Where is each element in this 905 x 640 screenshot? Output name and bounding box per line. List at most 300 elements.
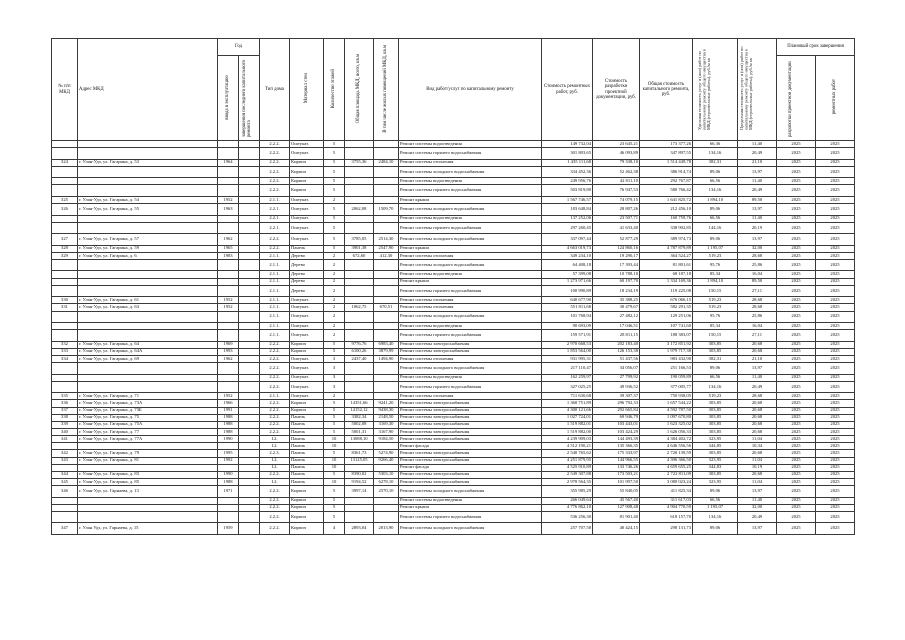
cell-floors: 5 [324,159,345,166]
cell-unit-cost: 134,16 [693,148,738,160]
cell-unit-cost: 89,06 [693,234,738,246]
cell-year-built [218,464,239,471]
cell-limit-cost: 20,49 [738,381,777,393]
cell-limit-cost: 25,86 [738,259,777,271]
cell-row-number: 346 [52,486,78,498]
cell-address: г. Улан-Удэ, ул. Гагарина, д. 77 [78,428,218,435]
cell-row-number: 333 [52,348,78,355]
cell-house-type: 2.2.2. [260,355,290,362]
cell-row-number: 344 [52,471,78,478]
cell-year-overhaul [239,259,260,271]
cell-row-number [52,166,78,178]
cell-plan-design: 2025 [777,523,816,535]
cell-total-cost: 1 623 325,02 [640,421,693,428]
cell-house-type: 2.1.1. [260,259,290,271]
cell-repair-cost: 57 399,08 [542,271,593,278]
cell-limit-cost: 20,49 [738,185,777,197]
cell-unit-cost: 66,56 [693,178,738,185]
cell-repair-cost: 4 251 879,95 [542,457,593,464]
cell-total-area: 8390,02 [345,471,374,478]
cell-plan-design: 2025 [777,222,816,234]
table-row [52,374,855,381]
header-total-cost: Общая стоимость капитального ремонта, руб. [640,39,693,141]
cell-year-built [218,443,239,450]
cell-work-type: Ремонт системы электроснабжения [399,414,542,421]
cell-total-cost: 2 720 139,59 [640,450,693,457]
cell-year-built: 1952 [218,304,239,311]
cell-unit-cost: 95,76 [693,259,738,271]
cell-design-cost: 60 197,70 [593,278,640,285]
cell-year-built: 1952 [218,196,239,203]
cell-house-type: 2.1.1. [260,311,290,323]
cell-floors: 10 [324,443,345,450]
cell-plan-repair: 2025 [816,363,855,375]
cell-row-number [52,215,78,222]
cell-repair-cost: 1 519 882,01 [542,421,593,428]
table-row [52,363,855,375]
cell-unit-cost: 303,85 [693,348,738,355]
cell-total-cost: 3 080 023,24 [640,478,693,485]
cell-plan-design: 2025 [777,330,816,342]
cell-work-type: Ремонт системы горячего водоснабжения [399,285,542,297]
cell-row-number: 331 [52,304,78,311]
cell-limit-cost: 20,68 [738,400,777,407]
cell-living-area: 5303,10 [374,471,399,478]
cell-living-area: 9438,30 [374,407,399,414]
cell-year-overhaul [239,252,260,259]
cell-year-built: 1988 [218,478,239,485]
cell-work-type: Ремонт системы электроснабжения [399,407,542,414]
cell-wall-material: Оштукат. [290,381,324,393]
cell-plan-repair: 2025 [816,471,855,478]
cell-total-cost: 107 741,60 [640,323,693,330]
cell-house-type: 2.1.1. [260,285,290,297]
header-plan-design: разработки проектной документации [777,56,816,141]
cell-plan-repair: 2025 [816,393,855,400]
cell-limit-cost: 27,11 [738,330,777,342]
header-unit-cost: Удельная стоимость услуг и (или) работ по капитальному ремонту общего имущества в МКД (строительные работы), руб./м кв [693,39,738,141]
cell-repair-cost: 334 452,36 [542,166,593,178]
cell-total-area [345,311,374,323]
cell-address: г. Улан-Удэ, ул. Гагарина, д. 71 [78,393,218,400]
cell-repair-cost: 4 525 910,89 [542,464,593,471]
cell-house-type: 2.2.2. [260,486,290,498]
cell-unit-cost: 344,83 [693,464,738,471]
cell-repair-cost: 349 234,10 [542,252,593,259]
cell-design-cost: 30 479,67 [593,304,640,311]
cell-year-built [218,259,239,271]
cell-limit-cost: 20,68 [738,414,777,421]
cell-address [78,259,218,271]
cell-house-type: 2.1.1. [260,196,290,203]
cell-total-cost: 338 902,85 [640,222,693,234]
cell-year-overhaul [239,523,260,535]
cell-row-number: 325 [52,196,78,203]
cell-row-number [52,285,78,297]
cell-plan-repair: 2025 [816,443,855,450]
cell-design-cost: 202 183,40 [593,341,640,348]
cell-living-area: 2514,30 [374,234,399,246]
cell-living-area: 412,30 [374,252,399,259]
cell-wall-material: Оштукат. [290,141,324,148]
cell-address [78,271,218,278]
cell-house-type: 2.2.2. [260,185,290,197]
cell-row-number [52,311,78,323]
cell-house-type: 2.2.2. [260,428,290,435]
cell-design-cost: 28 807,26 [593,204,640,216]
cell-year-built: 1971 [218,486,239,498]
cell-design-cost: 10 788,10 [593,271,640,278]
cell-plan-design: 2025 [777,204,816,216]
cell-design-cost: 124 860,16 [593,245,640,252]
cell-floors: 5 [324,486,345,498]
cell-work-type: Ремонт крыши [399,504,542,511]
cell-design-cost: 19 290,17 [593,252,640,259]
table-row [52,428,855,435]
cell-living-area [374,497,399,504]
cell-year-built: 1991 [218,407,239,414]
cell-limit-cost: 13,97 [738,486,777,498]
cell-design-cost: 103 443,01 [593,421,640,428]
cell-plan-design: 2025 [777,245,816,252]
cell-year-built [218,166,239,178]
cell-plan-repair: 2025 [816,381,855,393]
cell-limit-cost: 11,40 [738,215,777,222]
cell-unit-cost: 1 195,07 [693,504,738,511]
cell-work-type: Ремонт системы отопления [399,297,542,304]
cell-total-area [345,185,374,197]
cell-year-overhaul [239,478,260,485]
cell-floors: 5 [324,166,345,178]
cell-design-cost: 35 388,25 [593,297,640,304]
cell-plan-design: 2025 [777,436,816,443]
cell-wall-material: Кирпич [290,523,324,535]
cell-wall-material: Кирпич [290,400,324,407]
cell-year-overhaul [239,381,260,393]
cell-limit-cost: 11,40 [738,178,777,185]
cell-design-cost: 144 966,55 [593,457,640,464]
cell-year-built: 1952 [218,393,239,400]
cell-total-area: 9776,76 [345,341,374,348]
cell-design-cost: 28 811,15 [593,330,640,342]
table-row [52,159,855,166]
table-row [52,252,855,259]
cell-row-number [52,185,78,197]
cell-year-built: 1962 [218,355,239,362]
cell-living-area: 5274,90 [374,450,399,457]
cell-limit-cost: 32,00 [738,245,777,252]
header-living-area: В том числе жилых помещений МКД, кв.м [374,39,399,141]
table-row [52,457,855,464]
cell-repair-cost: 640 677,90 [542,297,593,304]
cell-floors: 2 [324,297,345,304]
table-row [52,304,855,311]
cell-living-area [374,443,399,450]
cell-plan-design: 2025 [777,285,816,297]
cell-year-built: 1969 [218,341,239,348]
cell-repair-cost: 217 110,47 [542,363,593,375]
table-row [52,471,855,478]
header-year-overhaul: завершения последнего капитального ремонта [239,56,260,141]
cell-row-number: 335 [52,393,78,400]
cell-address: г. Улан-Удэ, ул. Гагарина, д. 79 [78,450,218,457]
cell-address: г. Улан-Удэ, ул. Гагарина, д. 54 [78,196,218,203]
repair-register-table [51,38,855,535]
cell-house-type: 2.2.2. [260,504,290,511]
cell-floors: 5 [324,148,345,160]
cell-repair-cost: 1 519 882,00 [542,428,593,435]
cell-limit-cost: 28,68 [738,252,777,259]
cell-address [78,278,218,285]
table-row [52,234,855,246]
cell-address: г. Улан-Удэ, ул. Гагарина, д. 59 [78,245,218,252]
cell-plan-design: 2025 [777,428,816,435]
cell-limit-cost: 13,97 [738,166,777,178]
cell-floors: 5 [324,450,345,457]
cell-living-area: 2148,50 [374,414,399,421]
table-row [52,348,855,355]
cell-limit-cost: 20,49 [738,511,777,523]
cell-row-number [52,504,78,511]
cell-unit-cost: 303,85 [693,400,738,407]
cell-address [78,464,218,471]
cell-living-area: 6983,40 [374,341,399,348]
cell-work-type: Ремонт системы холодного водоснабжения [399,523,542,535]
cell-total-area [345,196,374,203]
cell-unit-cost: 66,56 [693,215,738,222]
cell-plan-design: 2025 [777,511,816,523]
cell-house-type: I.2. [260,457,290,464]
cell-address [78,141,218,148]
cell-plan-repair: 2025 [816,185,855,197]
cell-plan-repair: 2025 [816,252,855,259]
cell-year-overhaul [239,393,260,400]
cell-plan-repair: 2025 [816,148,855,160]
cell-row-number: 327 [52,234,78,246]
cell-living-area: 1509,70 [374,204,399,216]
cell-total-area: 14351,66 [345,400,374,407]
cell-work-type: Ремонт системы электроснабжения [399,478,542,485]
cell-unit-cost: 89,06 [693,166,738,178]
cell-address [78,511,218,523]
cell-wall-material: Кирпич [290,511,324,523]
cell-repair-cost: 4 239 909,03 [542,436,593,443]
table-row [52,204,855,216]
cell-year-built: 1952 [218,297,239,304]
cell-plan-design: 2025 [777,486,816,498]
cell-total-area: 3755,36 [345,159,374,166]
cell-limit-cost: 89,50 [738,196,777,203]
cell-work-type: Ремонт системы электроснабжения [399,421,542,428]
cell-plan-design: 2025 [777,464,816,471]
cell-total-cost: 377 005,77 [640,381,693,393]
cell-plan-design: 2025 [777,421,816,428]
cell-year-built: 1964 [218,159,239,166]
cell-address: г. Улан-Удэ, ул. Гагарина, д. 53 [78,159,218,166]
cell-year-overhaul [239,159,260,166]
header-plan-group: Плановый срок завершения [777,39,855,56]
cell-wall-material: Оштукат. [290,393,324,400]
cell-limit-cost: 20,68 [738,471,777,478]
cell-plan-design: 2025 [777,348,816,355]
cell-year-built [218,504,239,511]
cell-row-number: 329 [52,252,78,259]
table-row [52,421,855,428]
cell-unit-cost: 382,31 [693,355,738,362]
cell-plan-design: 2025 [777,185,816,197]
cell-total-area [345,271,374,278]
cell-row-number: 332 [52,341,78,348]
table-row [52,285,855,297]
cell-house-type: 2.1.1. [260,271,290,278]
cell-living-area [374,330,399,342]
header-work-type: Вид работ/услуг по капитальному ремонту [399,39,542,141]
cell-design-cost: 52 877,29 [593,234,640,246]
cell-wall-material: Дерево [290,252,324,259]
cell-total-cost: 212 456,10 [640,204,693,216]
cell-address: г. Улан-Удэ, ул. Гагарина, д. 75 [78,414,218,421]
cell-unit-cost: 1 195,07 [693,245,738,252]
cell-house-type: 2.2.1. [260,215,290,222]
cell-unit-cost: 519,23 [693,297,738,304]
cell-wall-material: Дерево [290,259,324,271]
cell-living-area [374,311,399,323]
cell-living-area [374,504,399,511]
cell-work-type: Ремонт системы холодного водоснабжения [399,234,542,246]
cell-total-cost: 1 626 056,33 [640,428,693,435]
cell-unit-cost: 134,16 [693,185,738,197]
cell-living-area: 670,51 [374,304,399,311]
cell-work-type: Ремонт системы водоотведения [399,141,542,148]
cell-address: г. Улан-Удэ, ул. Гагарина, д. 73Б [78,407,218,414]
cell-row-number: 340 [52,428,78,435]
cell-total-area [345,381,374,393]
cell-repair-cost: 257 707,58 [542,523,593,535]
cell-address [78,148,218,160]
cell-plan-repair: 2025 [816,341,855,348]
cell-unit-cost: 303,85 [693,407,738,414]
cell-design-cost: 18 234,19 [593,285,640,297]
cell-row-number [52,330,78,342]
cell-row-number [52,374,78,381]
cell-floors: 5 [324,414,345,421]
cell-wall-material: Кирпич [290,504,324,511]
header-year-built: ввода в эксплуатацию [218,56,239,141]
cell-total-cost: 251 166,53 [640,363,693,375]
cell-living-area: 9241,20 [374,400,399,407]
cell-floors: 10 [324,478,345,485]
cell-repair-cost: 503 819,80 [542,185,593,197]
cell-house-type: 2.2.2. [260,400,290,407]
cell-design-cost: 101 997,50 [593,478,640,485]
cell-year-overhaul [239,464,260,471]
cell-total-area [345,297,374,304]
cell-total-cost: 119 225,08 [640,285,693,297]
cell-repair-cost: 249 956,76 [542,178,593,185]
cell-limit-cost: 28,68 [738,393,777,400]
cell-work-type: Ремонт системы электроснабжения [399,400,542,407]
header-row-top [52,39,855,56]
cell-total-cost: 190 059,89 [640,374,693,381]
cell-plan-repair: 2025 [816,428,855,435]
cell-unit-cost: 519,23 [693,393,738,400]
cell-year-built [218,330,239,342]
cell-house-type: 2.1.1. [260,297,290,304]
cell-year-overhaul [239,436,260,443]
cell-repair-cost: 2 970 668,53 [542,341,593,348]
cell-design-cost: 296 792,33 [593,400,640,407]
cell-total-cost: 81 801,61 [640,259,693,271]
cell-work-type: Ремонт системы горячего водоснабжения [399,381,542,393]
cell-plan-repair: 2025 [816,245,855,252]
cell-year-overhaul [239,421,260,428]
cell-design-cost: 27 482,12 [593,311,640,323]
cell-plan-repair: 2025 [816,234,855,246]
cell-limit-cost: 20,68 [738,421,777,428]
cell-unit-cost: 150,15 [693,285,738,297]
cell-unit-cost: 89,06 [693,486,738,498]
cell-unit-cost: 150,15 [693,330,738,342]
cell-year-built: 1990 [218,436,239,443]
cell-limit-cost: 11,04 [738,478,777,485]
cell-design-cost: 17 046,51 [593,323,640,330]
cell-year-built [218,148,239,160]
cell-living-area [374,381,399,393]
table-row [52,341,855,348]
cell-plan-design: 2025 [777,497,816,504]
cell-repair-cost: 4 300 121,66 [542,407,593,414]
cell-living-area: 6278,10 [374,478,399,485]
cell-row-number [52,271,78,278]
cell-total-cost: 4 904 770,59 [640,504,693,511]
cell-work-type: Ремонт системы электроснабжения [399,348,542,355]
cell-design-cost: 133 746,26 [593,464,640,471]
table-row [52,311,855,323]
cell-year-overhaul [239,204,260,216]
cell-floors: 5 [324,421,345,428]
cell-total-area: 9194,52 [345,478,374,485]
cell-work-type: Ремонт системы электроснабжения [399,450,542,457]
cell-address [78,166,218,178]
cell-row-number: 347 [52,523,78,535]
cell-design-cost: 103 424,29 [593,428,640,435]
cell-living-area [374,323,399,330]
cell-house-type: 2.1.1. [260,252,290,259]
cell-total-area [345,464,374,471]
cell-repair-cost: 162 259,97 [542,374,593,381]
cell-address: г. Улан-Удэ, ул. Гагарина, д. 61 [78,297,218,304]
cell-floors: 5 [324,204,345,216]
table-row [52,464,855,471]
cell-living-area: 2547,90 [374,245,399,252]
cell-design-cost: 27 799,92 [593,374,640,381]
cell-work-type: Ремонт системы горячего водоснабжения [399,148,542,160]
cell-repair-cost: 266 049,64 [542,497,593,504]
cell-total-cost: 364 524,27 [640,252,693,259]
cell-work-type: Ремонт системы электроснабжения [399,457,542,464]
cell-year-built: 1963 [218,204,239,216]
cell-design-cost: 79 338,10 [593,159,640,166]
cell-living-area [374,215,399,222]
cell-year-built: 1993 [218,348,239,355]
cell-wall-material: Оштукат. [290,304,324,311]
cell-total-area [345,259,374,271]
cell-plan-repair: 2025 [816,304,855,311]
cell-year-overhaul [239,341,260,348]
cell-plan-design: 2025 [777,341,816,348]
cell-living-area [374,393,399,400]
cell-total-area: 3997,14 [345,486,374,498]
